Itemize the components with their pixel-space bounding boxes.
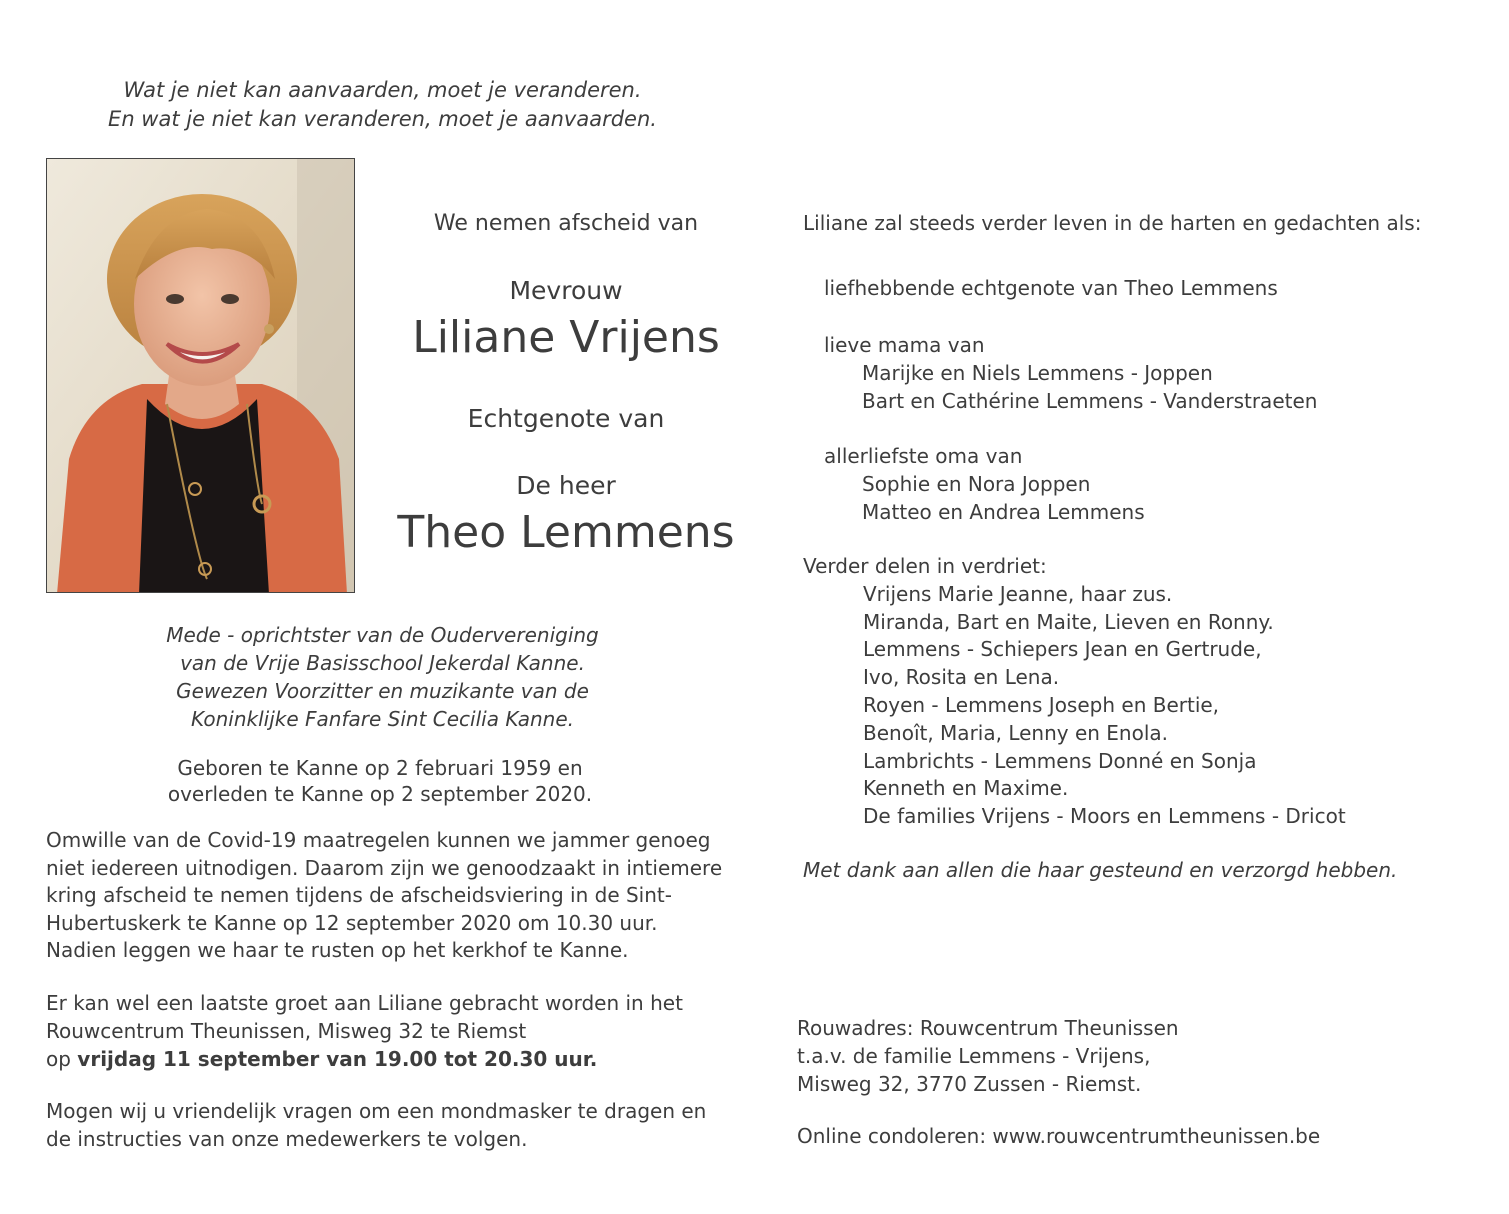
thanks-text: Met dank aan allen die haar gesteund en verzorgd hebben. (803, 858, 1398, 882)
relative-line: Kenneth en Maxime. (863, 776, 1069, 801)
relative-line: Royen - Lemmens Joseph en Bertie, (863, 692, 1220, 717)
visit-prefix: op (46, 1047, 78, 1071)
portrait-photo (46, 158, 355, 593)
remembered-spouse: liefhebbende echtgenote van Theo Lemmens (824, 276, 1278, 300)
relative-line: Ivo, Rosita en Lena. (863, 665, 1060, 690)
online-condolence-link[interactable]: Online condoleren: www.rouwcentrumtheunissen.be (797, 1124, 1321, 1148)
grandchild-line: Matteo en Andrea Lemmens (862, 500, 1145, 524)
portrait-illustration (47, 159, 355, 593)
visitation-notice (46, 989, 683, 1073)
covid-notice (46, 827, 722, 965)
covid-line: kring afscheid te nemen tijdens de afscheidsviering in de Sint- (46, 883, 672, 907)
address-line: t.a.v. de familie Lemmens - Vrijens, (797, 1044, 1151, 1068)
visit-line: Rouwcentrum Theunissen, Misweg 32 te Riemst (46, 1019, 527, 1043)
life-dates (100, 755, 660, 807)
relative-line: Miranda, Bart en Maite, Lieven en Ronny. (863, 609, 1274, 634)
remembered-oma (824, 442, 1145, 526)
covid-line: Nadien leggen we haar te rusten op het kerkhof te Kanne. (46, 938, 629, 962)
remembered-mama (824, 331, 1317, 415)
remembered-lead: Liliane zal steeds verder leven in de harten en gedachten als: (803, 211, 1422, 235)
spouse-name: Theo Lemmens (397, 507, 735, 558)
intro-text: We nemen afscheid van (433, 211, 699, 236)
death-line: overleden te Kanne op 2 september 2020. (167, 782, 593, 806)
grandchild-line: Sophie en Nora Joppen (862, 472, 1091, 496)
relative-line: Benoît, Maria, Lenny en Enola. (863, 720, 1169, 745)
covid-line: Hubertuskerk te Kanne op 12 september 2020 om 10.30 uur. (46, 910, 658, 935)
bio (60, 621, 705, 733)
child-line: Marijke en Niels Lemmens - Joppen (862, 361, 1213, 385)
relative-line: Lambrichts - Lemmens Donné en Sonja (863, 748, 1257, 773)
relation-text: Echtgenote van (467, 404, 665, 433)
motto-line: En wat je niet kan veranderen, moet je aanvaarden. (108, 107, 657, 131)
verder-label: Verder delen in verdriet: (803, 554, 1047, 578)
address-line: Misweg 32, 3770 Zussen - Riemst. (797, 1072, 1142, 1096)
mourning-address (797, 1014, 1179, 1098)
covid-line: Omwille van de Covid-19 maatregelen kunnen we jammer genoeg (46, 828, 711, 852)
relative-line: De families Vrijens - Moors en Lemmens - Dricot (863, 804, 1346, 829)
bio-line: Mede - oprichtster van de Oudervereniging (166, 623, 599, 647)
spouse-title: De heer (516, 471, 616, 500)
bio-line: van de Vrije Basisschool Jekerdal Kanne. (180, 651, 585, 675)
relative-line: Vrijens Marie Jeanne, haar zus. (863, 581, 1173, 606)
birth-line: Geboren te Kanne op 2 februari 1959 en (177, 756, 583, 780)
relative-line: Lemmens - Schiepers Jean en Gertrude, (863, 637, 1262, 662)
child-line: Bart en Cathérine Lemmens - Vanderstraeten (862, 389, 1318, 413)
bio-line: Koninklijke Fanfare Sint Cecilia Kanne. (190, 707, 574, 731)
deceased-name: Liliane Vrijens (412, 312, 720, 363)
bio-line: Gewezen Voorzitter en muzikante van de (176, 679, 589, 703)
remembered-verder (803, 553, 1346, 831)
motto-line: Wat je niet kan aanvaarden, moet je veranderen. (123, 78, 642, 102)
visit-line (46, 1045, 683, 1073)
motto (60, 76, 705, 134)
mask-line: Mogen wij u vriendelijk vragen om een mondmasker te dragen en (46, 1099, 707, 1123)
visit-line: Er kan wel een laatste groet aan Liliane gebracht worden in het (46, 991, 683, 1015)
visit-time: vrijdag 11 september van 19.00 tot 20.30 uur. (77, 1047, 598, 1071)
address-line: Rouwadres: Rouwcentrum Theunissen (797, 1016, 1179, 1040)
mask-line: de instructies van onze medewerkers te volgen. (46, 1127, 528, 1151)
covid-line: niet iedereen uitnodigen. Daarom zijn we genoodzaakt in intiemere (46, 855, 723, 880)
deceased-title: Mevrouw (509, 276, 623, 305)
mask-notice (46, 1097, 706, 1153)
mama-label: lieve mama van (824, 333, 985, 357)
oma-label: allerliefste oma van (824, 444, 1023, 468)
